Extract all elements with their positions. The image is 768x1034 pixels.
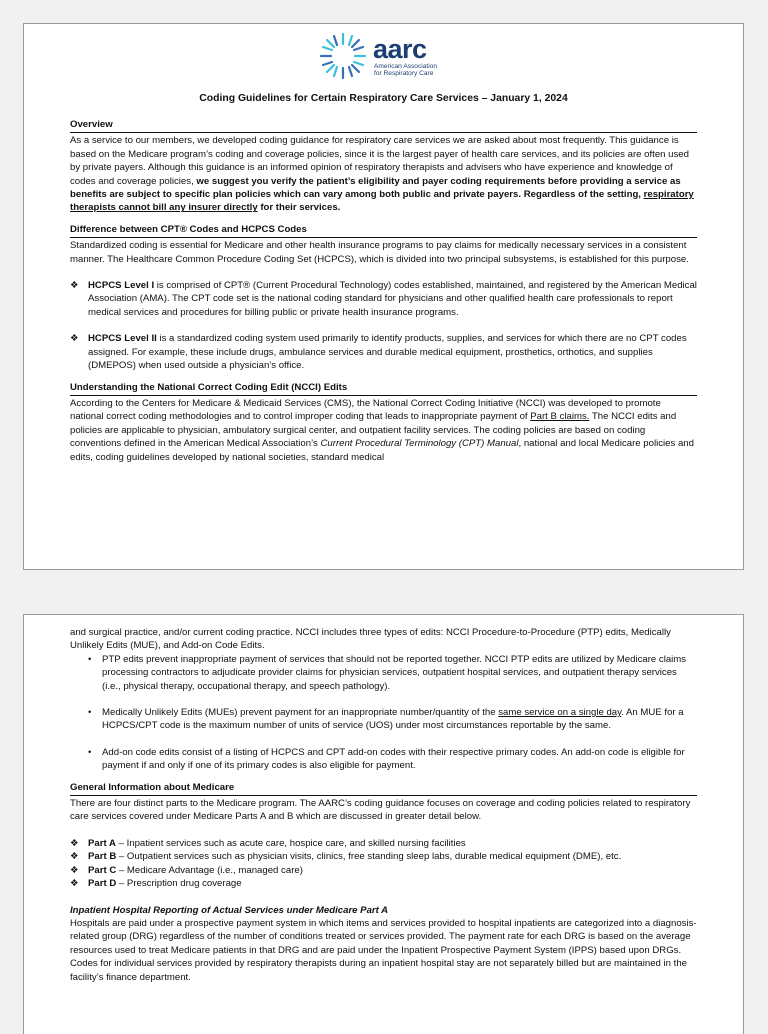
part-c-term: Part C xyxy=(88,864,117,876)
bullet-icon: • xyxy=(88,746,92,758)
part-b-term: Part B xyxy=(88,851,117,863)
aarc-wordmark: aarc xyxy=(373,34,427,64)
diamond-bullet-icon: ❖ xyxy=(70,851,79,863)
ptp-edits-text: PTP edits prevent inappropriate payment of services that should not be reported together. NCCI PTP edits are utilized by Medicare claims processing contractors to adjudicate provider claims for physician services, outpatient hospital services, and outpatient therapy services (i.e., physical therapy, occupational therapy, and speech pathology). xyxy=(102,653,687,692)
list-item xyxy=(88,653,697,693)
diamond-bullet-icon: ❖ xyxy=(70,333,79,345)
mue-underlined-text: same service on a single day xyxy=(498,707,622,719)
overview-underlined-text: respiratory therapists cannot bill any insurer directly xyxy=(70,189,694,214)
list-item xyxy=(70,279,697,319)
hcpcs-level-list xyxy=(70,279,697,372)
part-b-text: – Outpatient services such as physician visits, clinics, free standing sleep labs, durable medical equipment (DME), etc. xyxy=(116,851,622,863)
part-c-text: – Medicare Advantage (i.e., managed care) xyxy=(116,864,303,876)
difference-paragraph: Standardized coding is essential for Medicare and other health insurance programs to pay claims for medically necessary services in a consistent manner. The Healthcare Common Procedure Coding Set (HCPCS), which is divided into two principal subsystems, is established for this purpose. xyxy=(70,240,689,265)
hcpcs-level-1-term: HCPCS Level I xyxy=(88,280,155,292)
document-page-1 xyxy=(23,23,744,570)
diamond-bullet-icon: ❖ xyxy=(70,837,79,849)
page1-body xyxy=(70,118,697,464)
list-item xyxy=(88,746,697,773)
diamond-bullet-icon: ❖ xyxy=(70,280,79,292)
hcpcs-level-2-text: is a standardized coding system used primarily to identify products, supplies, and services for which there are no CPT codes assigned. For example, these include drugs, ambulance services and durable medical equipment, prosthetics, orthotics, and supplies (DMEPOS) when used outside a physician’s office. xyxy=(88,333,687,372)
ncci-edit-types-list xyxy=(70,653,697,773)
part-a-text: – Inpatient services such as acute care, hospice care, and skilled nursing facilities xyxy=(115,837,466,849)
document-page-2 xyxy=(23,614,744,1034)
medicare-heading: General Information about Medicare xyxy=(70,781,697,796)
list-item xyxy=(88,706,697,733)
part-d-term: Part D xyxy=(88,878,117,890)
overview-paragraph xyxy=(70,134,697,214)
medicare-paragraph: There are four distinct parts to the Medicare program. The AARC’s coding guidance focuses on coverage and coding policies related to respiratory care services covered under Medicare Parts A and B which are discussed in greater detail below. xyxy=(70,798,691,823)
inpatient-heading: Inpatient Hospital Reporting of Actual Services under Medicare Part A xyxy=(70,904,389,916)
cpt-manual-title: Current Procedural Terminology (CPT) Manual xyxy=(320,438,519,450)
overview-heading: Overview xyxy=(70,118,697,133)
list-item xyxy=(70,837,697,850)
part-d-text: – Prescription drug coverage xyxy=(116,878,242,890)
aarc-subtitle-line2: for Respiratory Care xyxy=(374,70,434,77)
diamond-bullet-icon: ❖ xyxy=(70,864,79,876)
list-item xyxy=(70,864,697,877)
document-title: Coding Guidelines for Certain Respiratory Care Services – January 1, 2024 xyxy=(199,93,568,104)
part-a-term: Part A xyxy=(88,837,116,849)
bullet-icon: • xyxy=(88,707,92,719)
list-item xyxy=(70,850,697,863)
part-b-claims-link[interactable]: Part B claims. xyxy=(530,411,590,423)
ncci-text-3: , national and local Medicare policies and edits, coding guidelines developed by national societies, standard medical xyxy=(70,438,694,463)
medicare-parts-list xyxy=(70,837,697,891)
inpatient-paragraph: Hospitals are paid under a prospective payment system in which items and services provided to hospital inpatients are categorized into a diagnosis-related group (DRG) regardless of the number of conditions treated or services provided. The payment rate for each DRG is based on the average resources used to treat Medicare patients in that DRG and are paid under the Inpatient Prospective Payment System (IPPS) based upon DRGs. Codes for individual services provided by respiratory therapists during an inpatient hospital stay are not separately billed but are maintained in the facility’s finance department. xyxy=(70,917,697,983)
hcpcs-level-1-text: is comprised of CPT® (Current Procedural Technology) codes established, maintained, and registered by the American Medical Association (AMA). The CPT code set is the national coding standard for physicians and other qualified health care professionals to report medical services and procedures for billing public or private health insurance programs. xyxy=(88,280,697,318)
addon-edits-text: Add-on code edits consist of a listing of HCPCS and CPT add-on codes with their respective primary codes. An add-on code is eligible for payment if and only if one of its primary codes is also eligible for payment. xyxy=(102,746,685,772)
overview-text: As a service to our members, we developed coding guidance for respiratory care services we are asked about most frequently. This guidance is based on the Medicare program’s coding and coverage policies, since it is the largest payer of health care services, and its policies are often used by private payers. Although this guidance is an informed opinion of respiratory therapists and advisers who have experience and knowledge of codes and coverage policies, xyxy=(70,135,689,187)
ncci-continued-paragraph: and surgical practice, and/or current coding practice. NCCI includes three types of edits: NCCI Procedure-to-Procedure (PTP) edits, Medically Unlikely Edits (MUE), and Add-on Code Edits. xyxy=(70,627,671,652)
mue-text-2: . An MUE for a HCPCS/CPT code is the maximum number of units of service (UOS) under most circumstances reportable by the same. xyxy=(102,707,684,732)
ncci-paragraph xyxy=(70,397,697,464)
mue-text: Medically Unlikely Edits (MUEs) prevent payment for an inappropriate number/quantity of the xyxy=(102,707,499,719)
ncci-text-2: The NCCI edits and policies are applicable to physician, ambulatory surgical center, and outpatient facility services. The coding policies are based on coding conventions defined in the American Medical Association’s xyxy=(70,411,677,450)
hcpcs-level-2-term: HCPCS Level II xyxy=(88,333,157,345)
diamond-bullet-icon: ❖ xyxy=(70,878,79,890)
aarc-burst-icon xyxy=(317,30,369,82)
aarc-subtitle-line1: American Association xyxy=(374,63,438,70)
bullet-icon: • xyxy=(88,653,92,665)
list-item xyxy=(70,332,697,372)
difference-heading: Difference between CPT® Codes and HCPCS Codes xyxy=(70,223,697,238)
list-item xyxy=(70,877,697,890)
overview-bold-end: for their services. xyxy=(257,202,341,214)
ncci-text: According to the Centers for Medicare & Medicaid Services (CMS), the National Correct Coding Initiative (NCCI) was developed to promote national correct coding methodologies and to control improper coding that leads to inappropriate payment of xyxy=(70,397,661,423)
page2-body xyxy=(70,626,697,984)
overview-bold-text: we suggest you verify the patient’s eligibility and payer coding requirements before providing a service as benefits are subject to specific plan policies which can vary among both public and private payers. Regardless of the setting, xyxy=(70,175,681,201)
ncci-heading: Understanding the National Correct Coding Edit (NCCI) Edits xyxy=(70,381,697,396)
aarc-logo xyxy=(317,30,457,82)
